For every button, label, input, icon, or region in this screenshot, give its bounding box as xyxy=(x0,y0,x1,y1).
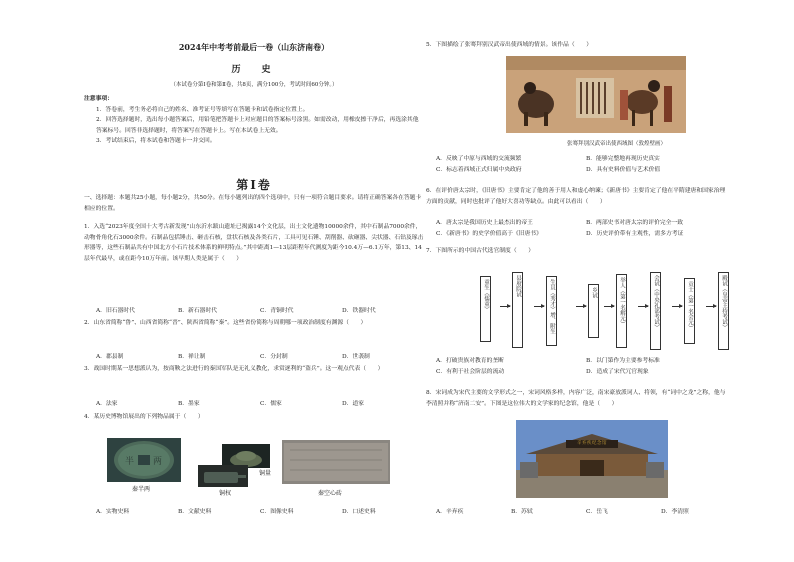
option-c[interactable]: C．《新唐书》的史学价值高于《旧唐书》 xyxy=(436,230,542,237)
option-b[interactable]: B．禅让制 xyxy=(178,354,206,360)
section-intro: 一、选择题：本题共25小题，每小题2分，共50分。在每小题列出的四个选项中，只有一项符合题目要求。请将正确答案各在答题卡相应的位置。 xyxy=(84,195,422,212)
memorial-signboard: 辛弃疾纪念馆 xyxy=(577,441,607,446)
option-b[interactable]: B．文献史料 xyxy=(178,509,212,515)
question-6-stem: 6．在评价唐太宗时，《旧唐书》主要肯定了他的善于用人和虚心纳谏；《新唐书》主要肯定了他在平隋建唐和国家治理方面的贡献，同时也批评了他好大喜功等缺点。由此可以看出（ ） xyxy=(426,188,726,205)
flow-arrow xyxy=(706,306,716,307)
option-d[interactable]: D．铁器时代 xyxy=(342,308,376,314)
option-a[interactable]: A．旧石器时代 xyxy=(96,308,135,314)
option-c[interactable]: C．岳飞 xyxy=(586,509,608,515)
option-d[interactable]: D．口述史料 xyxy=(342,509,376,515)
notice-item: 1．答卷前，考生务必将自己的姓名、准考证号等填写在答题卡和试卷指定位置上。 xyxy=(96,106,309,113)
fresco-caption: 张骞拜别汉武帝出使西域图（敦煌壁画） xyxy=(567,141,667,147)
option-d[interactable]: D．道家 xyxy=(342,401,365,407)
flow-arrow xyxy=(604,306,614,307)
option-a[interactable]: A．辛弃疾 xyxy=(436,509,464,515)
coin-caption: 秦半两 xyxy=(132,486,151,493)
question-7-stem: 7．下图所示的中国古代选官制度（ ） xyxy=(426,248,535,254)
option-c[interactable]: C．标志着西域正式归属中央政府 xyxy=(436,166,522,173)
flow-arrow xyxy=(534,306,544,307)
option-b[interactable]: B．两部史书对唐太宗的评价完全一致 xyxy=(586,220,684,226)
question-8-options xyxy=(436,506,736,515)
question-4-options xyxy=(96,506,426,515)
question-1-options xyxy=(96,305,426,314)
svg-text:半: 半 xyxy=(125,457,135,467)
question-4-stem: 4．某历史博物馆展出的下列物品属于（ ） xyxy=(84,414,204,420)
option-d[interactable]: D．世袭制 xyxy=(342,354,370,360)
weight-caption: 铜权 xyxy=(219,490,232,497)
flow-arrow xyxy=(576,306,586,307)
option-b[interactable]: B．以门第作为主要参考标准 xyxy=(586,358,660,364)
flow-step: 举人（第一名解元） xyxy=(616,274,627,348)
question-3-stem: 3．战国时期某一思想派认为，按商鞅之法进行的秦国军队是无礼义教化，求赏逐利的“盗兵”。这一观点代表（ ） xyxy=(84,366,384,372)
question-5-stem: 5．下图描绘了张骞拜别汉武帝出使西域的情景。该作品（ ） xyxy=(426,42,593,48)
notice-heading: 注意事项： xyxy=(84,96,113,102)
option-b[interactable]: B．苏轼 xyxy=(511,509,533,515)
dunhuang-fresco-image xyxy=(506,56,686,133)
hollow-brick-image xyxy=(282,440,390,484)
option-d[interactable]: D．具有史料价值与艺术价值 xyxy=(586,166,661,173)
option-a[interactable]: A．法家 xyxy=(96,401,118,407)
option-a[interactable]: A．实物史料 xyxy=(96,509,130,515)
flow-arrow xyxy=(638,306,648,307)
option-d[interactable]: D．历史评价带有主观性，需多方考证 xyxy=(586,230,684,237)
option-a[interactable]: A．反映了中原与西域的交流频繁 xyxy=(436,156,522,162)
question-1-stem: 1．入选“2023年度全国十大考古新发现”山东沂水跋山遗址已揭露14个文化层，出土文化遗物10000余件，其中石制品7000余件，动物骨角化石3000余件。石制品包括锤击、砸击石核，盘状石核及各类石片，工具可见石锤、刮削器、砍砸器、尖状器、石钻及琢击形器等，这些石制品共有中国北方小石片技术体系的鲜明特点。”其中距离1—13层距程年代测度为距今10.4万—6.1万年，第13、14层年代最早，或在距今10万年前。该早期人类是属于（ ） xyxy=(84,224,424,262)
option-d[interactable]: D．造成了宋代冗官现象 xyxy=(586,368,649,375)
subject-title: 历 史 xyxy=(231,65,277,75)
option-b[interactable]: B．新石器时代 xyxy=(178,308,218,314)
option-a[interactable]: A．打破贵族对教育的垄断 xyxy=(436,358,504,364)
flow-step: 童生（儒童） xyxy=(480,276,491,342)
option-a[interactable]: A．唐太宗是我国历史上最杰出的帝王 xyxy=(436,220,533,226)
option-c[interactable]: C．图像史料 xyxy=(260,509,294,515)
question-8-stem: 8．宋词成为宋代主要的文学形式之一，宋词风格多样，内容广泛，南宋豪放派词人、将领，有“词中之龙”之称，他与李清照并称“济南二安”。下图是这位伟大的文学家的纪念馆，他是（ ） xyxy=(426,390,726,407)
brick-caption: 秦空心砖 xyxy=(318,490,343,497)
volume-title: 第Ⅰ卷 xyxy=(236,178,272,192)
question-7-options xyxy=(436,356,736,377)
option-b[interactable]: B．能够完整地再现历史真实 xyxy=(586,156,660,162)
question-6-options xyxy=(436,218,736,239)
flow-step: 生员（秀才）增、附生 xyxy=(546,276,557,346)
svg-text:两: 两 xyxy=(153,457,163,467)
memorial-hall-photo xyxy=(516,420,668,498)
option-d[interactable]: D．李清照 xyxy=(661,509,689,515)
option-c[interactable]: C．有利于社会阶层的流动 xyxy=(436,368,505,375)
flow-step: 殿试（皇帝主持考试） xyxy=(718,272,729,350)
option-c[interactable]: C．儒家 xyxy=(260,401,282,407)
flow-arrow xyxy=(500,306,510,307)
bronze-measure-image xyxy=(198,465,248,487)
flow-arrow xyxy=(672,306,682,307)
option-a[interactable]: A．郡县制 xyxy=(96,354,124,360)
exam-note: （本试卷分第Ⅰ卷和第Ⅱ卷，共8页，满分100分，考试时间60分钟。） xyxy=(170,82,338,88)
flow-step: 贡士（第一名会元） xyxy=(684,278,695,344)
question-2-options xyxy=(96,351,426,360)
measure-caption: 铜量 xyxy=(259,470,272,477)
flow-step: 会试（中央礼部考试） xyxy=(650,272,661,350)
notice-section xyxy=(84,94,424,147)
notice-item: 2．回答选择题时，选出每小题答案后，用铅笔把答题卡上对应题目的答案标号涂黑。如需改动，用橡皮擦干净后，再选涂其他答案标号。回答非选择题时，将答案写在答题卡上。写在本试卷上无效。 xyxy=(96,117,419,134)
question-3-options xyxy=(96,398,426,407)
question-2-stem: 2．山东省简称“鲁”、山西省简称“晋”、陕西省简称“秦”。这些省份简称与周朝哪一项政治制度有渊源（ ） xyxy=(84,320,367,326)
flow-step: 乡试 xyxy=(588,284,599,338)
exam-title: 2024年中考考前最后一卷（山东济南卷） xyxy=(178,42,330,52)
option-c[interactable]: C．青铜时代 xyxy=(260,308,294,314)
option-c[interactable]: C．分封制 xyxy=(260,354,288,360)
qin-banliang-coin-image xyxy=(107,438,181,482)
notice-item: 3．考试结束后，将本试卷和答题卡一并交回。 xyxy=(96,138,216,144)
question-5-options xyxy=(436,154,736,175)
flow-step: 县府院试 xyxy=(512,272,523,348)
option-b[interactable]: B．墨家 xyxy=(178,401,200,407)
